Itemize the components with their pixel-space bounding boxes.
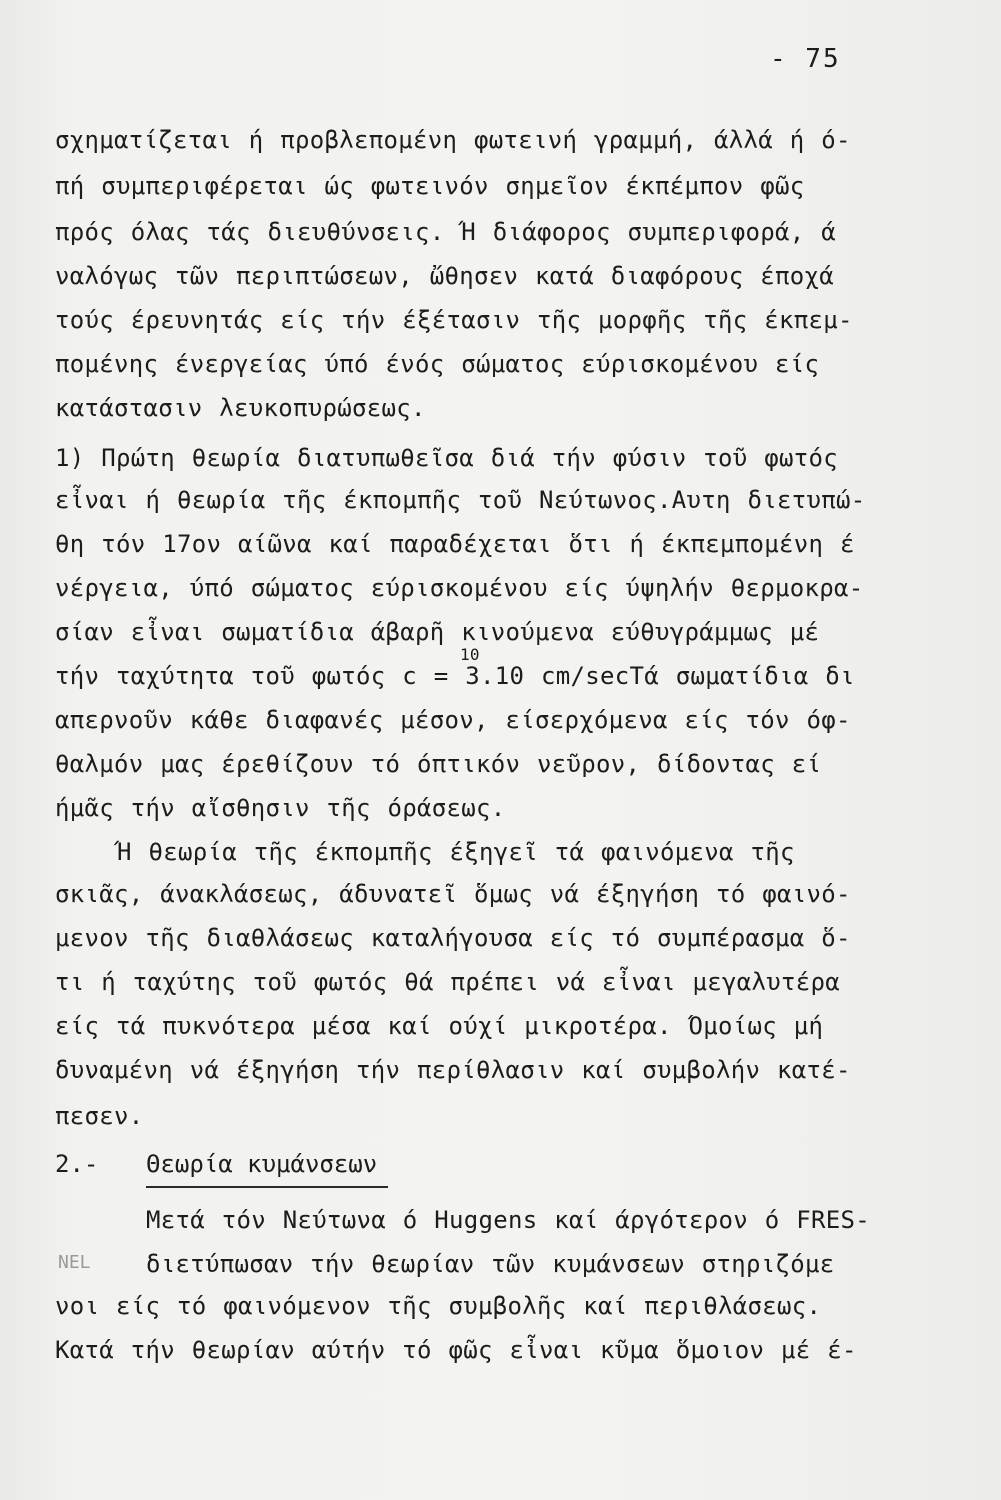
text-line: διετύπωσαν τήν θεωρίαν τῶν κυμάνσεων στηριζόμε xyxy=(146,1250,835,1278)
text-line: θαλμόν μας έρεθίζουν τό όπτικόν νεῦρον, δίδοντας εί xyxy=(55,750,822,778)
section-number: 2.- xyxy=(55,1150,99,1178)
text-line: 1) Πρώτη θεωρία διατυπωθεῖσα διά τήν φύσιν τοῦ φωτός xyxy=(55,444,838,472)
text-line: δυναμένη νά έξηγήση τήν περίθλασιν καί συμβολήν κατέ- xyxy=(55,1056,851,1084)
text-line: πή συμπεριφέρεται ώς φωτεινόν σημεῖον έκπέμπον φῶς xyxy=(55,172,805,200)
text-line: τούς έρευνητάς είς τήν έξέτασιν τῆς μορφῆς τῆς έκπεμ- xyxy=(55,306,853,334)
text-line: σχηματίζεται ή προβλεπομένη φωτεινή γραμμή, άλλά ή ό- xyxy=(55,126,851,154)
text-line: πομένης ένεργείας ύπό ένός σώματος εύρισκομένου είς xyxy=(55,350,820,378)
text-line: πρός όλας τάς διευθύνσεις. Ή διάφορος συμπεριφορά, ά xyxy=(55,218,836,246)
text-line: σίαν εἶναι σωματίδια άβαρῆ κινούμενα εύθυγράμμως μέ xyxy=(55,618,820,646)
page-number: - 75 xyxy=(770,44,841,74)
text-line: είς τά πυκνότερα μέσα καί ούχί μικροτέρα. Όμοίως μή xyxy=(55,1012,824,1040)
text-line: νοι είς τό φαινόμενον τῆς συμβολῆς καί περιθλάσεως. xyxy=(55,1292,822,1320)
text-line: ήμᾶς τήν αἴσθησιν τῆς όράσεως. xyxy=(55,794,506,822)
text-line: μενον τῆς διαθλάσεως καταλήγουσα είς τό συμπέρασμα ὅ- xyxy=(55,924,851,952)
text-line: ναλόγως τῶν περιπτώσεων, ὤθησεν κατά διαφόρους έποχά xyxy=(55,262,834,290)
text-line: σκιᾶς, άνακλάσεως, άδυνατεῖ ὅμως νά έξηγήση τό φαινό- xyxy=(55,880,851,908)
text-line: Ή θεωρία τῆς έκπομπῆς έξηγεῖ τά φαινόμενα τῆς xyxy=(117,838,795,866)
text-line: Κατά τήν θεωρίαν αύτήν τό φῶς εἶναι κῦμα ὅμοιον μέ έ- xyxy=(55,1336,857,1364)
text-line: Μετά τόν Νεύτωνα ό Huggens καί άργότερον ό FRES- xyxy=(146,1206,870,1234)
margin-note: NEL xyxy=(58,1252,91,1273)
section-title: Θεωρία κυμάνσεων xyxy=(146,1150,378,1178)
text-line: τι ή ταχύτης τοῦ φωτός θά πρέπει νά εἶναι μεγαλυτέρα xyxy=(55,968,840,996)
text-line: πεσεν. xyxy=(55,1102,144,1130)
text-line: νέργεια, ύπό σώματος εύρισκομένου είς ύψηλήν θερμοκρα- xyxy=(55,574,864,602)
text-line: τήν ταχύτητα τοῦ φωτός c = 3.10 cm/secΤά σωματίδια δι xyxy=(55,662,855,690)
text-line: απερνοῦν κάθε διαφανές μέσον, είσερχόμενα είς τόν όφ- xyxy=(55,706,851,734)
text-line: εἶναι ή θεωρία τῆς έκπομπῆς τοῦ Νεύτωνος.Αυτη διετυπώ- xyxy=(55,486,866,514)
section-title-underline xyxy=(146,1186,388,1188)
text-line: κατάστασιν λευκοπυρώσεως. xyxy=(55,394,426,422)
text-line: θη τόν 17ον αίῶνα καί παραδέχεται ὅτι ή έκπεμπομένη έ xyxy=(55,530,855,558)
exponent: 10 xyxy=(460,645,480,664)
